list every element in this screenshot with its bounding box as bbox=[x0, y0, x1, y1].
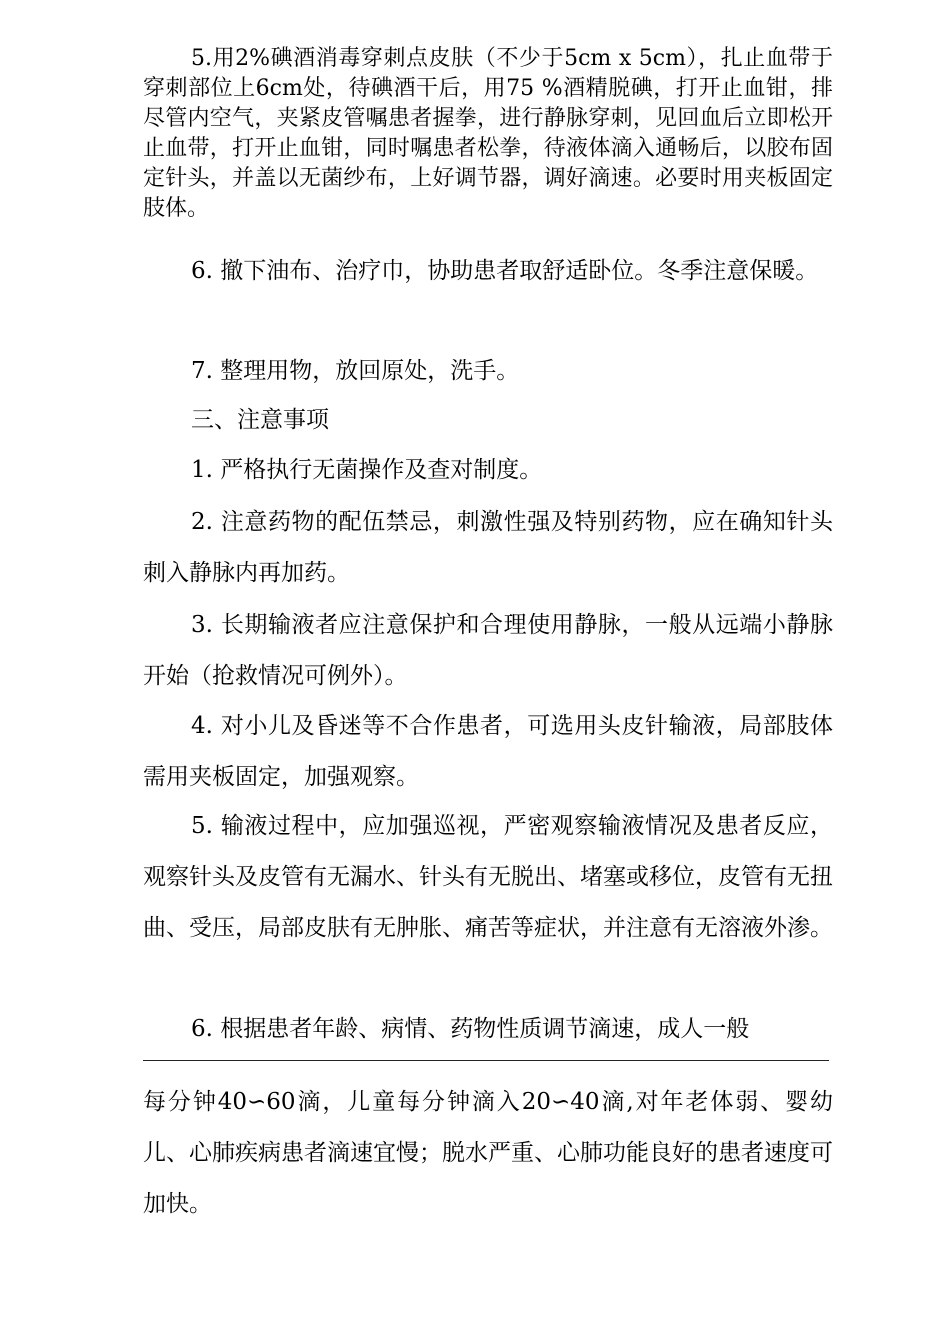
step-7-paragraph: 7. 整理用物，放回原处，洗手。 bbox=[191, 358, 520, 384]
note-1-paragraph: 1. 严格执行无菌操作及查对制度。 bbox=[191, 457, 543, 483]
section-3-heading: 三、注意事项 bbox=[191, 407, 329, 433]
note-3-paragraph: 3. 长期输液者应注意保护和合理使用静脉，一般从远端小静脉开始（抢救情况可例外）。 bbox=[143, 612, 833, 689]
note-6-paragraph: 6. 根据患者年龄、病情、药物性质调节滴速，成人一般 bbox=[191, 1016, 750, 1042]
step-5-paragraph: 5.用2%碘酒消毒穿刺点皮肤（不少于5cm x 5cm），扎止血带于穿刺部位上6cm处，待碘酒干后，用75 %酒精脱碘，打开止血钳，排尽管内空气，夹紧皮管嘱患者握拳，进行静脉穿刺，见回血后立即松开止血带，打开止血钳，同时嘱患者松拳，待液体滴入通畅后，以胶布固定针头，并盖以无菌纱布，上好调节器，调好滴速。必要时用夹板固定肢体。 bbox=[143, 46, 833, 221]
page-break-divider bbox=[143, 1060, 829, 1061]
note-2-paragraph: 2. 注意药物的配伍禁忌，刺激性强及特别药物，应在确知针头刺入静脉内再加药。 bbox=[143, 509, 833, 586]
step-6-paragraph: 6. 撤下油布、治疗巾，协助患者取舒适卧位。冬季注意保暖。 bbox=[191, 258, 819, 284]
note-4-paragraph: 4. 对小儿及昏迷等不合作患者，可选用头皮针输液，局部肢体需用夹板固定，加强观察。 bbox=[143, 713, 833, 790]
note-5-paragraph: 5. 输液过程中，应加强巡视，严密观察输液情况及患者反应，观察针头及皮管有无漏水、针头有无脱出、堵塞或移位，皮管有无扭曲、受压，局部皮肤有无肿胀、痛苦等症状，并注意有无溶液外渗。 bbox=[143, 813, 833, 941]
note-6-continuation: 每分钟40∽60滴，儿童每分钟滴入20∽40滴,对年老体弱、婴幼儿、心肺疾病患者滴速宜慢；脱水严重、心肺功能良好的患者速度可加快。 bbox=[143, 1089, 833, 1217]
